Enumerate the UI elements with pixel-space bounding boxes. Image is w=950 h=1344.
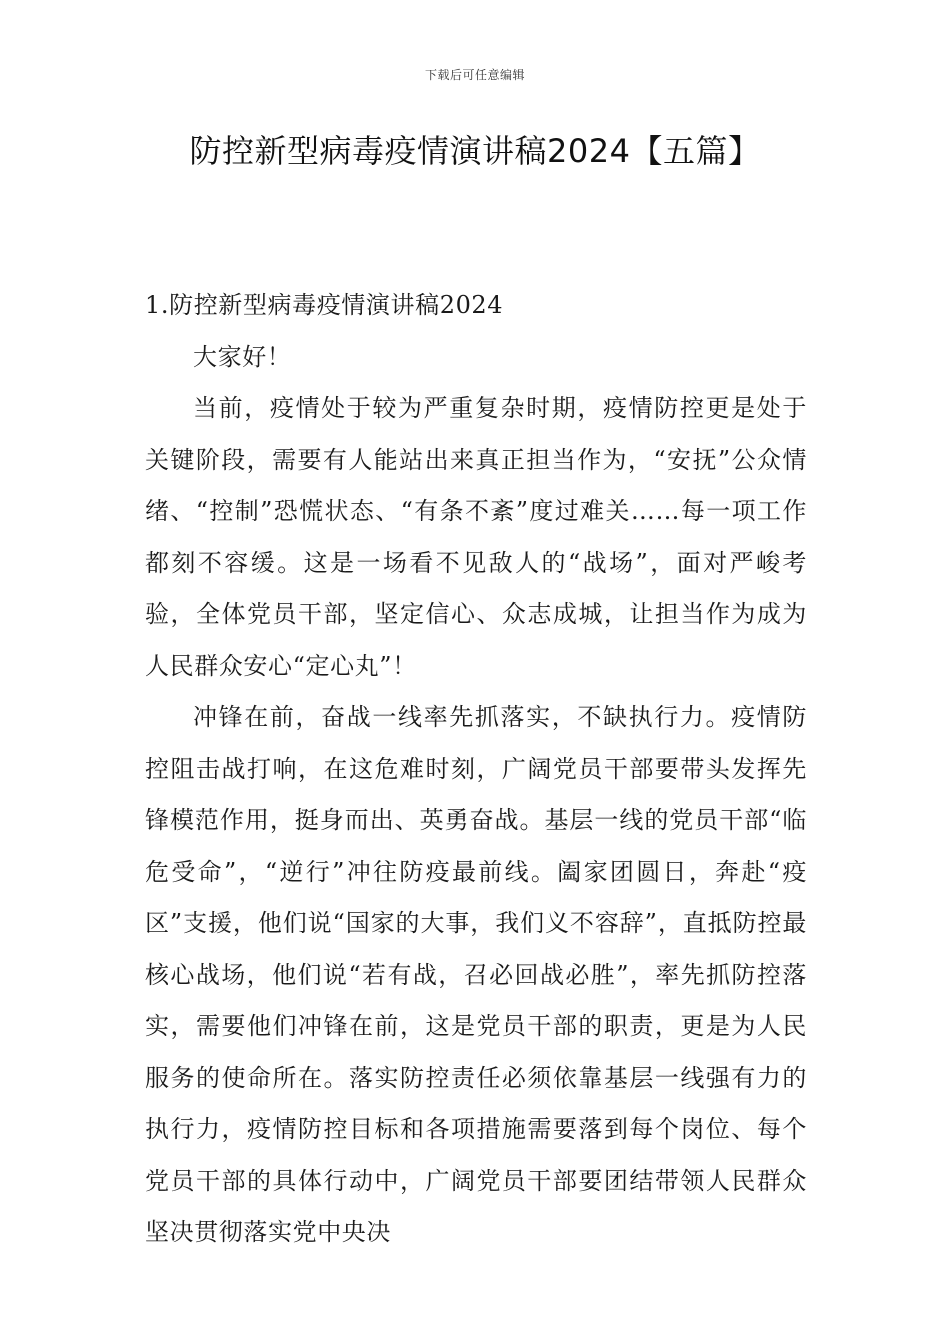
paragraph-2: 冲锋在前，奋战一线率先抓落实，不缺执行力。疫情防控阻击战打响，在这危难时刻，广阔党员干部要带头发挥先锋模范作用，挺身而出、英勇奋战。基层一线的党员干部“临危受命”，“逆行”冲往防疫最前线。阖家团圆日，奔赴“疫区”支援，他们说“国家的大事，我们义不容辞”，直抵防控最核心战场，他们说“若有战，召必回战必胜”，率先抓防控落实，需要他们冲锋在前，这是党员干部的职责，更是为人民服务的使命所在。落实防控责任必须依靠基层一线强有力的执行力，疫情防控目标和各项措施需要落到每个岗位、每个党员干部的具体行动中，广阔党员干部要团结带领人民群众坚决贯彻落实党中央决 — [145, 703, 807, 1246]
document-body — [145, 280, 807, 1259]
paragraph-1: 当前，疫情处于较为严重复杂时期，疫情防控更是处于关键阶段，需要有人能站出来真正担当作为，“安抚”公众情绪、“控制”恐慌状态、“有条不紊”度过难关……每一项工作都刻不容缓。这是一场看不见敌人的“战场”，面对严峻考验，全体党员干部，坚定信心、众志成城，让担当作为成为人民群众安心“定心丸”！ — [145, 394, 807, 680]
paragraph-greeting: 大家好！ — [193, 342, 292, 371]
section-heading: 1.防控新型病毒疫情演讲稿2024 — [145, 291, 504, 319]
document-title: 防控新型病毒疫情演讲稿2024【五篇】 — [189, 132, 761, 170]
header-note: 下载后可任意编辑 — [424, 68, 525, 82]
